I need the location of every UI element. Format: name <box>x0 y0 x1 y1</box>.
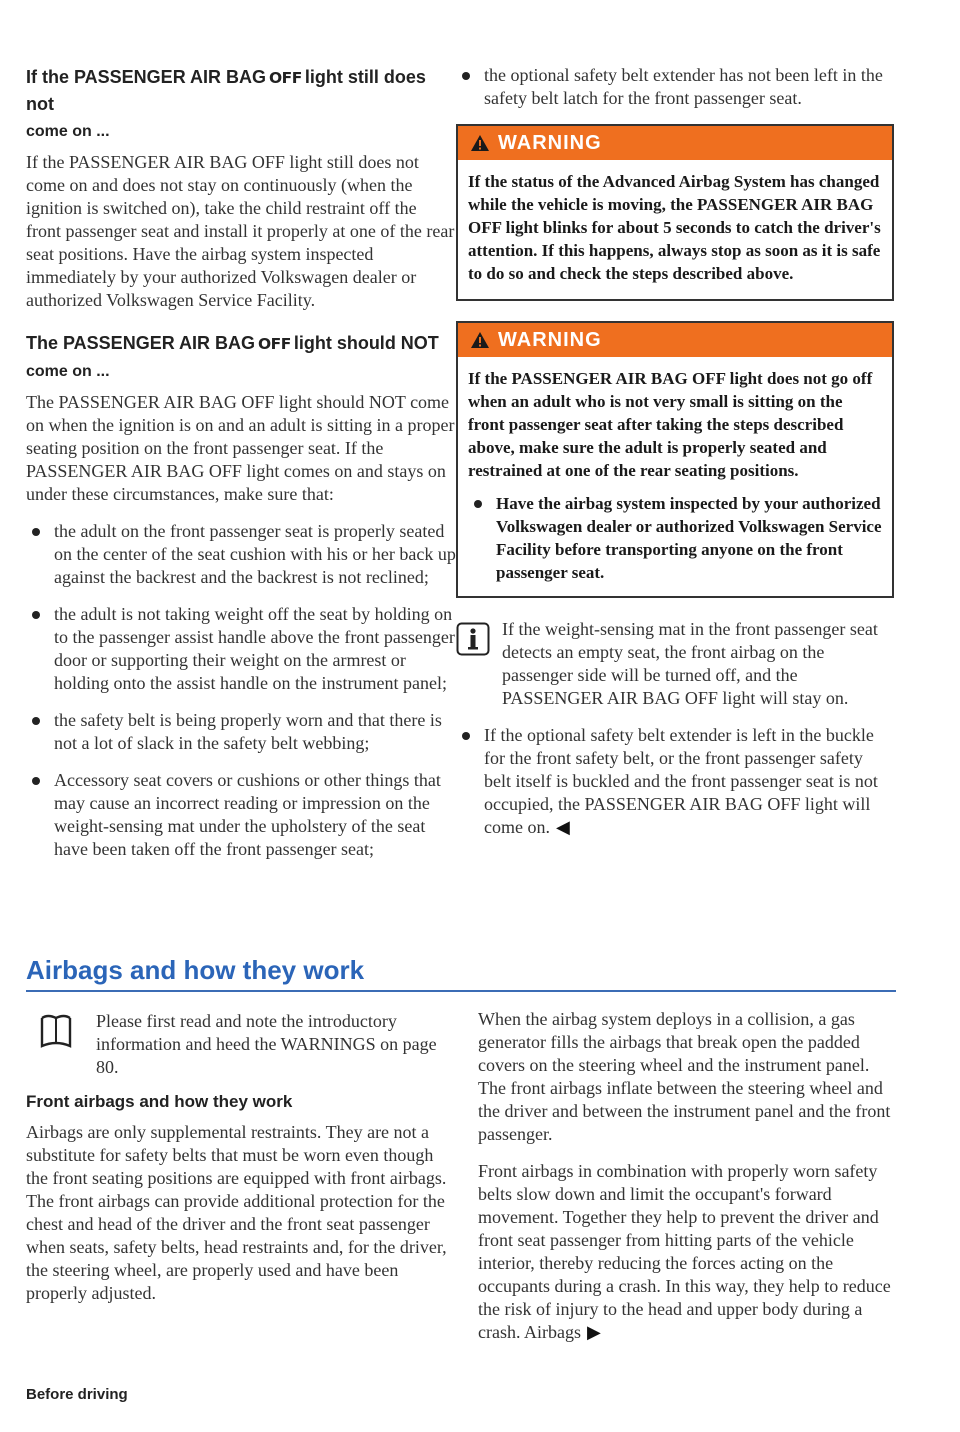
bullet-dot <box>474 500 482 508</box>
off-badge: OFF <box>258 335 291 353</box>
heading-text: If the PASSENGER AIR BAG <box>26 67 267 87</box>
paragraph: If the PASSENGER AIR BAG OFF light still does not come on and does not stay on continuously (when the ignition is switched on), take the child restraint off the front passenger seat and install it properly at one of the rear seat positions. Have the airbag system inspected immediately by your authorized Volkswagen dealer or authorized Volkswagen Service Facility. <box>26 152 455 310</box>
heading-text: The PASSENGER AIR BAG <box>26 333 256 353</box>
continue-arrow-icon: ▶ <box>586 1322 601 1342</box>
bullet-dot <box>462 72 470 80</box>
paragraph: The PASSENGER AIR BAG OFF light should NOT come on when the ignition is on and an adult is sitting in a proper seating position on the front passenger seat. If the PASSENGER AIR BAG OFF light comes on and stays on under these circumstances, make sure that: <box>26 392 455 504</box>
bullet-dot <box>32 528 40 536</box>
paragraph-text: Front airbags in combination with properly worn safety belts slow down and limit the occupant's forward movement. Together they help to prevent the driver and front seat passenger from hitting parts of the vehicle interior, thereby reducing the forces acting on the occupants during a crash. In this way, they help to reduce the risk of injury to the head and upper body during a crash. Airbags <box>478 1161 891 1342</box>
heading-text: light still does not <box>26 67 426 114</box>
list-item <box>26 520 456 589</box>
list-item-text: the adult on the front passenger seat is properly seated on the center of the seat cushion with his or her back up against the backrest and the backrest is not reclined; <box>54 521 456 587</box>
bullet-dot <box>32 777 40 785</box>
list-item <box>456 64 894 110</box>
list-item <box>26 769 456 861</box>
warning-text: If the status of the Advanced Airbag System has changed while the vehicle is moving, the PASSENGER AIR BAG OFF light blinks for about 5 seconds to catch the driver's attention. If this happens, always stop as soon as it is safe to do so and check the steps described above. <box>468 172 881 283</box>
heading-continuation: come on ... <box>26 363 110 380</box>
section-left-column <box>26 1010 456 1319</box>
subheading-off-light-should-not <box>26 330 456 385</box>
bullet-dot <box>32 611 40 619</box>
warning-box <box>456 124 894 301</box>
reference-note <box>26 1010 456 1079</box>
info-note <box>456 618 894 710</box>
list-item-text: Have the airbag system inspected by your authorized Volkswagen dealer or authorized Volkswagen Service Facility before transporting anyone on the front passenger seat. <box>496 494 882 582</box>
page-footer: Before driving <box>26 1386 128 1403</box>
paragraph <box>478 1160 896 1344</box>
subheading-front-airbags: Front airbags and how they work <box>26 1092 293 1111</box>
section-right-column <box>478 1008 896 1358</box>
heading-continuation: come on ... <box>26 123 110 140</box>
paragraph: Airbags are only supplemental restraints. They are not a substitute for safety belts that must be worn even though the front seating positions are equipped with front airbags. The front airbags can provide additional protection for the chest and head of the driver and the front seat passenger when seats, safety belts, head restraints and, for the driver, the steering wheel, are properly used and have been properly adjusted. <box>26 1122 447 1303</box>
warning-label: WARNING <box>498 132 602 154</box>
list-item <box>26 709 456 755</box>
left-column <box>26 64 456 875</box>
heading-text: light should NOT <box>293 333 439 353</box>
section-title: Airbags and how they work <box>26 955 896 992</box>
warning-triangle-icon <box>470 134 490 152</box>
intro-text: Please first read and note the introductory information and heed the WARNINGS on page 80. <box>96 1011 437 1077</box>
list-item <box>26 603 456 695</box>
off-badge: OFF <box>269 69 302 87</box>
list-item-text: Accessory seat covers or cushions or other things that may cause an incorrect reading or impression on the weight-sensing mat under the upholstery of the seat have been taken off the front passenger seat; <box>54 770 441 859</box>
paragraph: When the airbag system deploys in a collision, a gas generator fills the airbags that break open the padded covers on the steering wheel and the instrument panel. The front airbags inflate between the steering wheel and the driver and between the instrument panel and the front passenger. <box>478 1009 891 1144</box>
warning-label: WARNING <box>498 329 602 351</box>
right-column <box>456 64 894 853</box>
subheading-off-light-not-on <box>26 64 456 145</box>
warning-body <box>458 160 892 299</box>
warning-box <box>456 321 894 598</box>
warning-triangle-icon <box>470 331 490 349</box>
list-item <box>456 724 894 839</box>
list-item <box>468 492 882 584</box>
warning-body <box>458 357 892 596</box>
list-item-text: the safety belt is being properly worn and that there is not a lot of slack in the safety belt webbing; <box>54 710 442 753</box>
warning-header <box>458 126 892 160</box>
section-end-icon: ◀ <box>555 817 570 837</box>
info-icon <box>456 622 490 656</box>
book-icon <box>28 1012 84 1052</box>
list-item-text: If the optional safety belt extender is left in the buckle for the front safety belt, or the front passenger safety belt itself is buckled and the front passenger seat is not occupied, the PASSENGER AIR BAG OFF light will come on. <box>484 725 878 837</box>
note-text: If the weight-sensing mat in the front passenger seat detects an empty seat, the front airbag on the passenger side will be turned off, and the PASSENGER AIR BAG OFF light will stay on. <box>502 619 878 708</box>
warning-text: If the PASSENGER AIR BAG OFF light does not go off when an adult who is not very small is sitting on the front passenger seat after taking the steps described above, make sure the adult is properly seated and restrained at one of the rear seating positions. <box>468 369 873 480</box>
warning-header <box>458 323 892 357</box>
list-item-text: the optional safety belt extender has not been left in the safety belt latch for the front passenger seat. <box>484 65 883 108</box>
bullet-dot <box>462 732 470 740</box>
list-item-text: the adult is not taking weight off the seat by holding on to the passenger assist handle above the front passenger door or supporting their weight on the armrest or holding onto the assist handle on the instrument panel; <box>54 604 455 693</box>
bullet-dot <box>32 717 40 725</box>
